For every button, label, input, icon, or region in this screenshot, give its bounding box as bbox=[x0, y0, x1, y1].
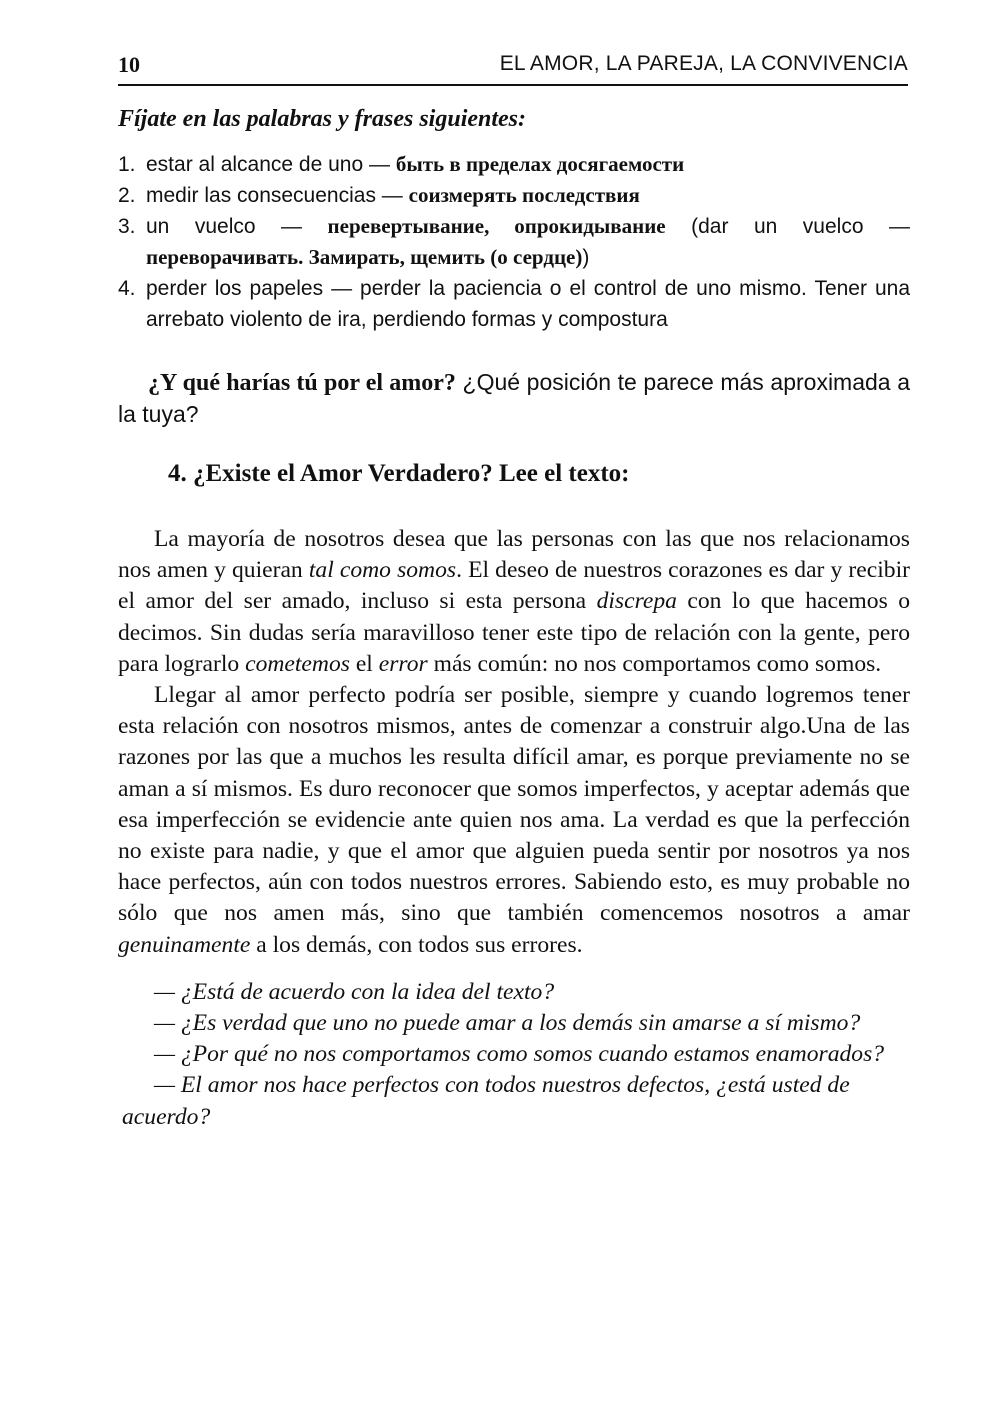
prompt-item: — El amor nos hace perfectos con todos nuestros defectos, ¿está usted de acuerdo? bbox=[122, 1072, 850, 1130]
italic-run: error bbox=[378, 650, 428, 677]
glossary-spanish: un vuelco — bbox=[146, 215, 303, 238]
glossary-item bbox=[118, 211, 910, 273]
text-run: . El deseo de nuestros corazones es dar y recibir el amor del ser amado, incluso si esta persona bbox=[118, 557, 910, 615]
discussion-prompts bbox=[118, 977, 910, 1133]
prompt-item: — ¿Por qué no nos comportamos como somos cuando estamos enamorados? bbox=[154, 1041, 885, 1068]
glossary-russian: быть в пределах досягаемости bbox=[395, 152, 685, 176]
question-bold: ¿Y qué harías tú por el amor? bbox=[148, 370, 456, 396]
prompt-item: — ¿Está de acuerdo con la idea del texto? bbox=[154, 978, 555, 1005]
reading-text bbox=[118, 524, 910, 961]
glossary-spanish: medir las consecuencias — bbox=[146, 184, 403, 207]
text-run: el bbox=[349, 650, 379, 677]
paragraph-2 bbox=[118, 680, 910, 961]
text-run: La mayoría de nosotros desea que las personas con las que nos relacionamos nos amen y quieran bbox=[118, 526, 910, 584]
glossary-russian: соизмерять последствия bbox=[408, 183, 640, 207]
glossary-number: 1. bbox=[118, 153, 136, 176]
italic-run: tal como somos bbox=[308, 557, 457, 584]
glossary-note-close: ) bbox=[582, 246, 590, 269]
glossary-item bbox=[118, 149, 910, 180]
page-header bbox=[118, 48, 908, 82]
glossary-russian-note: переворачивать. Замирать, щемить (о сердце) bbox=[146, 245, 583, 269]
glossary-number: 4. bbox=[118, 277, 136, 300]
glossary-russian: перевертывание, опрокидывание bbox=[327, 214, 666, 238]
text-run: a los demás, con todos sus errores. bbox=[250, 931, 583, 958]
glossary-spanish-note: (dar un vuelco — bbox=[691, 215, 910, 238]
question-rest: ¿Qué posición te parece más aproximada a la tuya? bbox=[118, 369, 910, 427]
glossary-number: 2. bbox=[118, 184, 136, 207]
glossary-item bbox=[118, 273, 910, 335]
paragraph-1 bbox=[118, 524, 910, 680]
instruction-heading: Fíjate en las palabras y frases siguientes: bbox=[118, 106, 527, 132]
italic-run: genuinamente bbox=[118, 931, 251, 958]
text-run: con lo que hacemos o decimos. Sin dudas sería maravilloso tener este tipo de relación con la gente, pero para lograrlo bbox=[118, 588, 910, 677]
italic-run: cometemos bbox=[245, 650, 350, 677]
glossary-spanish: perder los papeles — perder la paciencia o el control de uno mismo. Tener una arrebato violento de ira, perdiendo formas y compostura bbox=[146, 277, 910, 331]
prompt-item: — ¿Es verdad que uno no puede amar a los demás sin amarse a sí mismo? bbox=[154, 1010, 861, 1037]
page-number: 10 bbox=[118, 52, 140, 77]
text-run: más común: no nos comportamos como somos. bbox=[427, 650, 882, 677]
glossary-number: 3. bbox=[118, 215, 136, 238]
page-body bbox=[118, 106, 910, 1133]
glossary-spanish: estar al alcance de uno — bbox=[146, 153, 390, 176]
glossary-list bbox=[118, 149, 910, 335]
running-title: EL AMOR, LA PAREJA, LA CONVIVENCIA bbox=[499, 52, 908, 75]
italic-run: discrepa bbox=[596, 588, 677, 615]
text-run: Llegar al amor perfecto podría ser posible, siempre y cuando logremos tener esta relación con nosotros mismos, antes de comenzar a construir algo.Una de las razones por las que a muchos les resulta difícil amar, es porque previamente no se aman a sí mismos. Es duro reconocer que somos imperfectos, y aceptar además que esa imperfección se evidencie ante quien nos ama. La verdad es que la perfección no existe para nadie, y que el amor que alguien pueda sentir por nosotros ya nos hace perfectos, aún con todos nuestros errores. Sabiendo esto, es muy probable no sólo que nos amen más, sino que también comencemos nosotros a amar bbox=[118, 682, 910, 927]
section-title: 4. ¿Existe el Amor Verdadero? Lee el texto: bbox=[168, 460, 630, 487]
glossary-item bbox=[118, 180, 910, 211]
header-rule bbox=[118, 84, 908, 86]
reflection-question bbox=[118, 367, 910, 430]
